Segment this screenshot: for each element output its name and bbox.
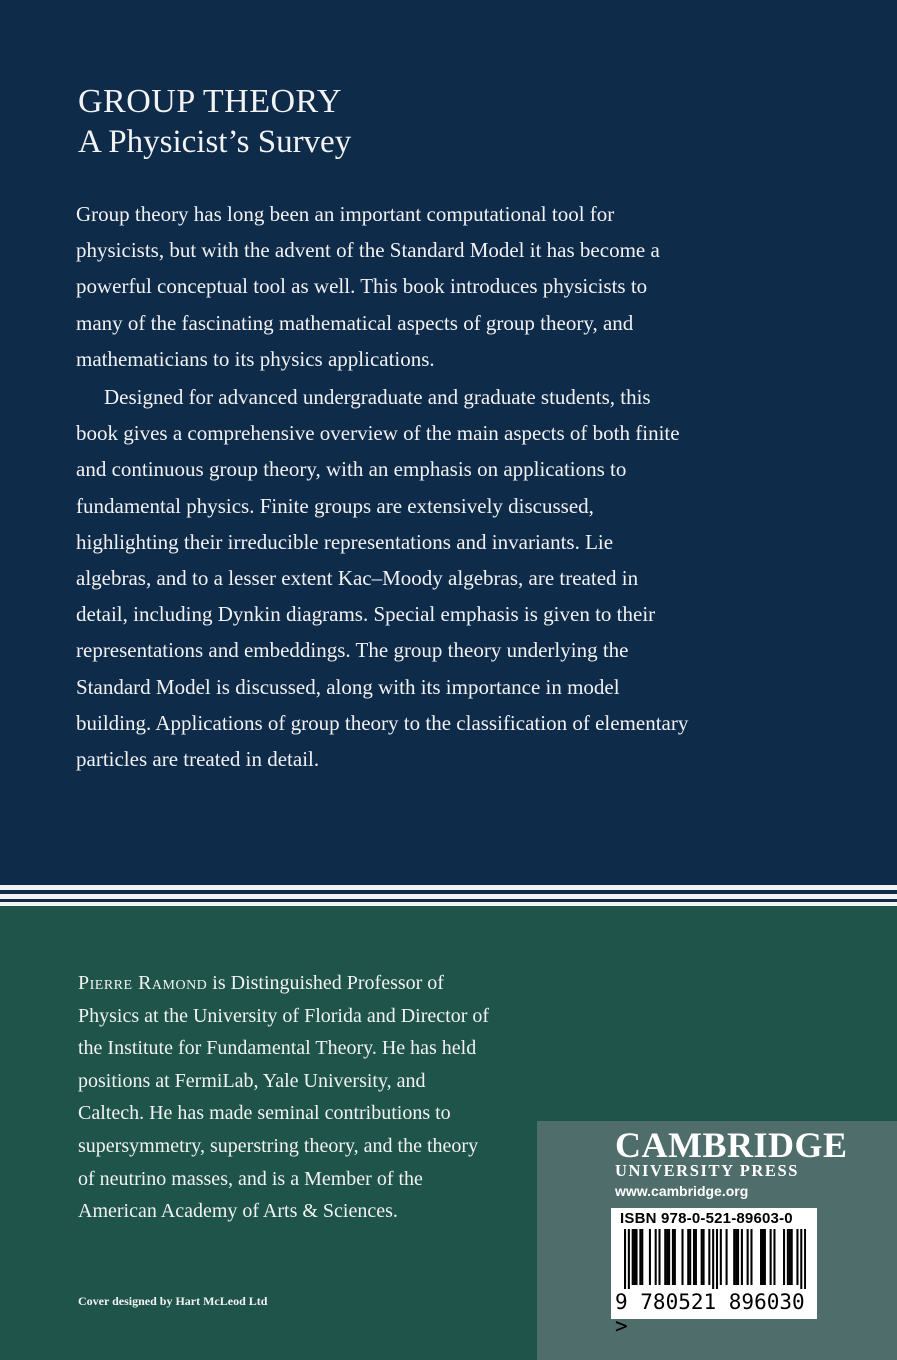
barcode-bar [750,1229,752,1285]
barcode-bar [658,1229,660,1285]
barcode-bar [666,1229,668,1285]
publisher-panel [537,1121,897,1360]
barcode-bar [716,1229,718,1289]
barcode-bar [687,1229,689,1285]
author-bio-text: is Distinguished Professor of Physics at the University of Florida and Director of the Institute for Fundamental Theory. He has held positions at FermiLab, Yale University, and Caltech. He has made seminal contributions to supersymmetry, superstring theory, and the theory of neutrino masses, and is a Member of the American Academy of Arts & Sciences. [78,972,490,1223]
barcode-bar [764,1229,766,1285]
barcode-bar [628,1229,630,1289]
barcode-bar [689,1229,691,1285]
barcode-bar [672,1229,674,1285]
barcode-bar [701,1229,703,1285]
barcode-bar [695,1229,697,1285]
barcode-bar [632,1229,634,1285]
barcode-digits: 9 780521 896030 > [615,1290,805,1338]
barcode-bar [789,1229,791,1285]
barcode-bar [783,1229,785,1285]
book-subtitle: A Physicist’s Survey [78,124,352,160]
barcode-bar [624,1229,626,1289]
author-bio [78,967,493,1228]
barcode-bar [720,1229,722,1285]
barcode-bar [800,1229,802,1289]
isbn-label: ISBN 978-0-521-89603-0 [620,1210,793,1227]
barcode-bar [796,1229,798,1285]
barcode-bar [726,1229,728,1285]
book-description [76,196,691,777]
barcode-bar [639,1229,641,1285]
barcode-bar [770,1229,772,1285]
barcode-bar [737,1229,739,1285]
publisher-name: CAMBRIDGE [615,1125,848,1165]
barcode-bar [641,1229,643,1285]
cover-credit: Cover designed by Hart McLeod Ltd [78,1294,268,1308]
barcode-bar [760,1229,762,1285]
barcode-bar [649,1229,651,1285]
description-paragraph-1: Group theory has long been an important computational tool for physicists, but with the advent of the Standard Model it has become a powerful conceptual tool as well. This book introduces physicists to many of the fascinating mathematical aspects of group theory, and mathematicians to its physics applications. [76,202,660,371]
barcode-bar [674,1229,676,1285]
barcode-bar [655,1229,657,1285]
barcode-bar [773,1229,775,1285]
barcode-bar [787,1229,789,1285]
description-paragraph-2: Designed for advanced undergraduate and graduate students, this book gives a comprehensive overview of the main aspects of both finite and continuous group theory, with an emphasis on applications to fundamental physics. Finite groups are extensively discussed, highlighting their irreducible representations and invariants. Lie algebras, and to a lesser extent Kac–Moody algebras, are treated in detail, including Dynkin diagrams. Special emphasis is given to their representations and embeddings. The group theory underlying the Standard Model is discussed, along with its importance in model building. Applications of group theory to the classification of elementary particles are treated in detail. [76,385,689,772]
barcode-bar [693,1229,695,1285]
author-name: Pierre Ramond [78,972,208,994]
barcode-bar [804,1229,806,1289]
barcode-bar [712,1229,714,1289]
barcode-bar [741,1229,743,1285]
barcode-bar [635,1229,637,1285]
barcode-bar [634,1229,636,1285]
publisher-url: www.cambridge.org [615,1183,749,1199]
barcode-bar [735,1229,737,1285]
publisher-press: UNIVERSITY PRESS [615,1161,800,1180]
book-title: GROUP THEORY [78,83,342,120]
barcode-bar [762,1229,764,1285]
barcode [611,1208,817,1338]
barcode-bars [624,1229,806,1289]
barcode-bar [664,1229,666,1285]
barcode-bar [681,1229,683,1285]
barcode-bar [791,1229,793,1285]
barcode-bar [668,1229,670,1285]
barcode-bar [733,1229,735,1285]
barcode-bar [703,1229,705,1285]
barcode-bar [708,1229,710,1285]
barcode-bar [747,1229,749,1285]
